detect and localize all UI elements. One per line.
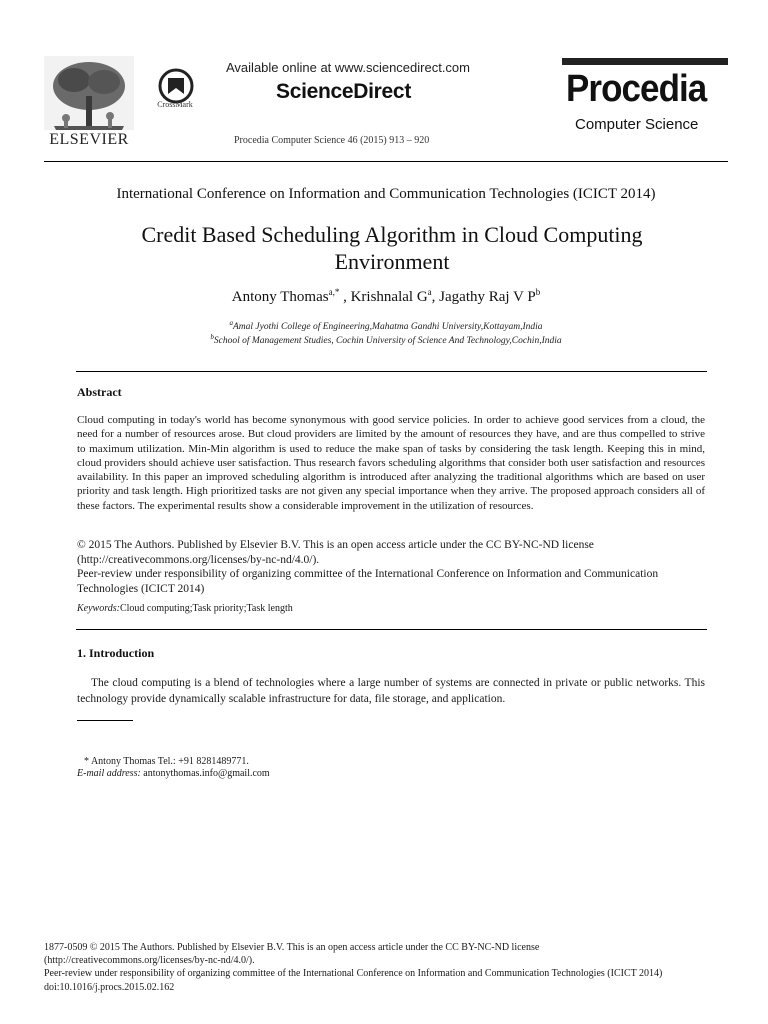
copyright-notice: © 2015 The Authors. Published by Elsevier B.V. This is an open access article under the CC BY-NC-ND license (http://creativecommons.org/licenses/by-nc-nd/4.0/).	[77, 539, 594, 566]
available-online-text: Available online at www.sciencedirect.com	[226, 60, 470, 75]
keywords-list: Cloud computing;Task priority;Task length	[119, 603, 293, 614]
email-label: E-mail address:	[77, 768, 141, 779]
journal-reference: Procedia Computer Science 46 (2015) 913 – 920	[234, 135, 430, 146]
author-name: Krishnalal G	[350, 289, 428, 305]
header-divider	[44, 161, 728, 162]
footer-peer-review: Peer-review under responsibility of organizing committee of the International Conference on Information and Communication Technologies (ICICT 2014)	[44, 968, 663, 980]
author-affiliation-mark: a,*	[328, 287, 340, 297]
footer-doi: doi:10.1016/j.procs.2015.02.162	[44, 981, 175, 993]
affiliation-mark: a	[229, 319, 233, 327]
author-name: Jagathy Raj V P	[439, 289, 536, 305]
conference-name: International Conference on Information and Communication Technologies (ICICT 2014)	[116, 186, 656, 202]
footer-license-url: (http://creativecommons.org/licenses/by-nc-nd/4.0/).	[44, 955, 255, 967]
author-list: Antony Thomas$^{a,*}$ , Krishnalal $G^a$, Jagathy Raj V $P^b$	[231, 287, 541, 305]
author-affiliation-mark: a	[427, 287, 432, 297]
author-name: Antony Thomas	[231, 289, 329, 305]
email-address: antonythomas.info@gmail.com	[143, 768, 270, 779]
keywords-label: Keywords:	[77, 603, 120, 614]
procedia-top-bar	[562, 58, 728, 65]
peer-review-notice: Peer-review under responsibility of organizing committee of the International Conference on Information and Communication Technologies (ICICT 2014)	[77, 568, 659, 595]
section-heading-introduction: 1. Introduction	[77, 646, 155, 660]
footnote-contact: * Antony Thomas Tel.: +91 8281489771.	[84, 756, 249, 767]
paper-title: Credit Based Scheduling Algorithm in Cloud Computing Environment	[141, 222, 643, 274]
page-footer	[44, 941, 744, 994]
procedia-wordmark: Procedia	[566, 68, 707, 110]
introduction-text: The cloud computing is a blend of technologies where a large number of systems are connected in private or public networks. This technology provide dynamically scalable infrastructure for data, file storage, and application.	[77, 677, 705, 705]
abstract-bottom-divider	[76, 629, 707, 630]
abstract-text: Cloud computing in today's world has become synonymous with good service policies. In order to achieve good services from a cloud, the need for a number of resources arose. But cloud providers are limited by the amount of resources they have, and are thus compelled to strive to maximum utilization. Min-Min algorithm is used to reduce the make span of tasks by considering the task length. Keeping this in mind, cloud providers should achieve user satisfaction. Thus research favors scheduling algorithms that consider both user satisfaction and resources availability. In this paper an improved scheduling algorithm is introduced after analyzing the traditional algorithms which are based on user priority and task length. High prioritized tasks are not given any special importance when they arrive. The proposed approach considers all of these factors. The experimental results show a considerable improvement in the utilization of resources.	[77, 414, 705, 512]
footnote-email	[77, 768, 270, 779]
keywords	[77, 603, 707, 614]
procedia-logo	[562, 58, 728, 138]
affiliation-text: School of Management Studies, Cochin University of Science And Technology,Cochin,India	[213, 336, 562, 347]
affiliation-text: Amal Jyothi College of Engineering,Mahatma Gandhi University,Kottayam,India	[233, 322, 543, 333]
procedia-subtitle: Computer Science	[575, 116, 699, 133]
affiliation	[44, 333, 728, 346]
elsevier-wordmark: ELSEVIER	[49, 131, 129, 148]
abstract-top-divider	[76, 371, 707, 372]
abstract-heading: Abstract	[77, 385, 122, 399]
footnote-divider	[77, 720, 133, 721]
crossmark-label: CrossMark	[157, 100, 193, 109]
author-affiliation-mark: b	[535, 287, 541, 297]
footer-issn-license: 1877-0509 © 2015 The Authors. Published by Elsevier B.V. This is an open access article under the CC BY-NC-ND license	[44, 942, 540, 953]
sciencedirect-logo: ScienceDirect	[276, 80, 412, 103]
affiliation-mark: b	[210, 333, 214, 341]
affiliation	[44, 319, 728, 332]
copyright-block	[77, 538, 707, 596]
